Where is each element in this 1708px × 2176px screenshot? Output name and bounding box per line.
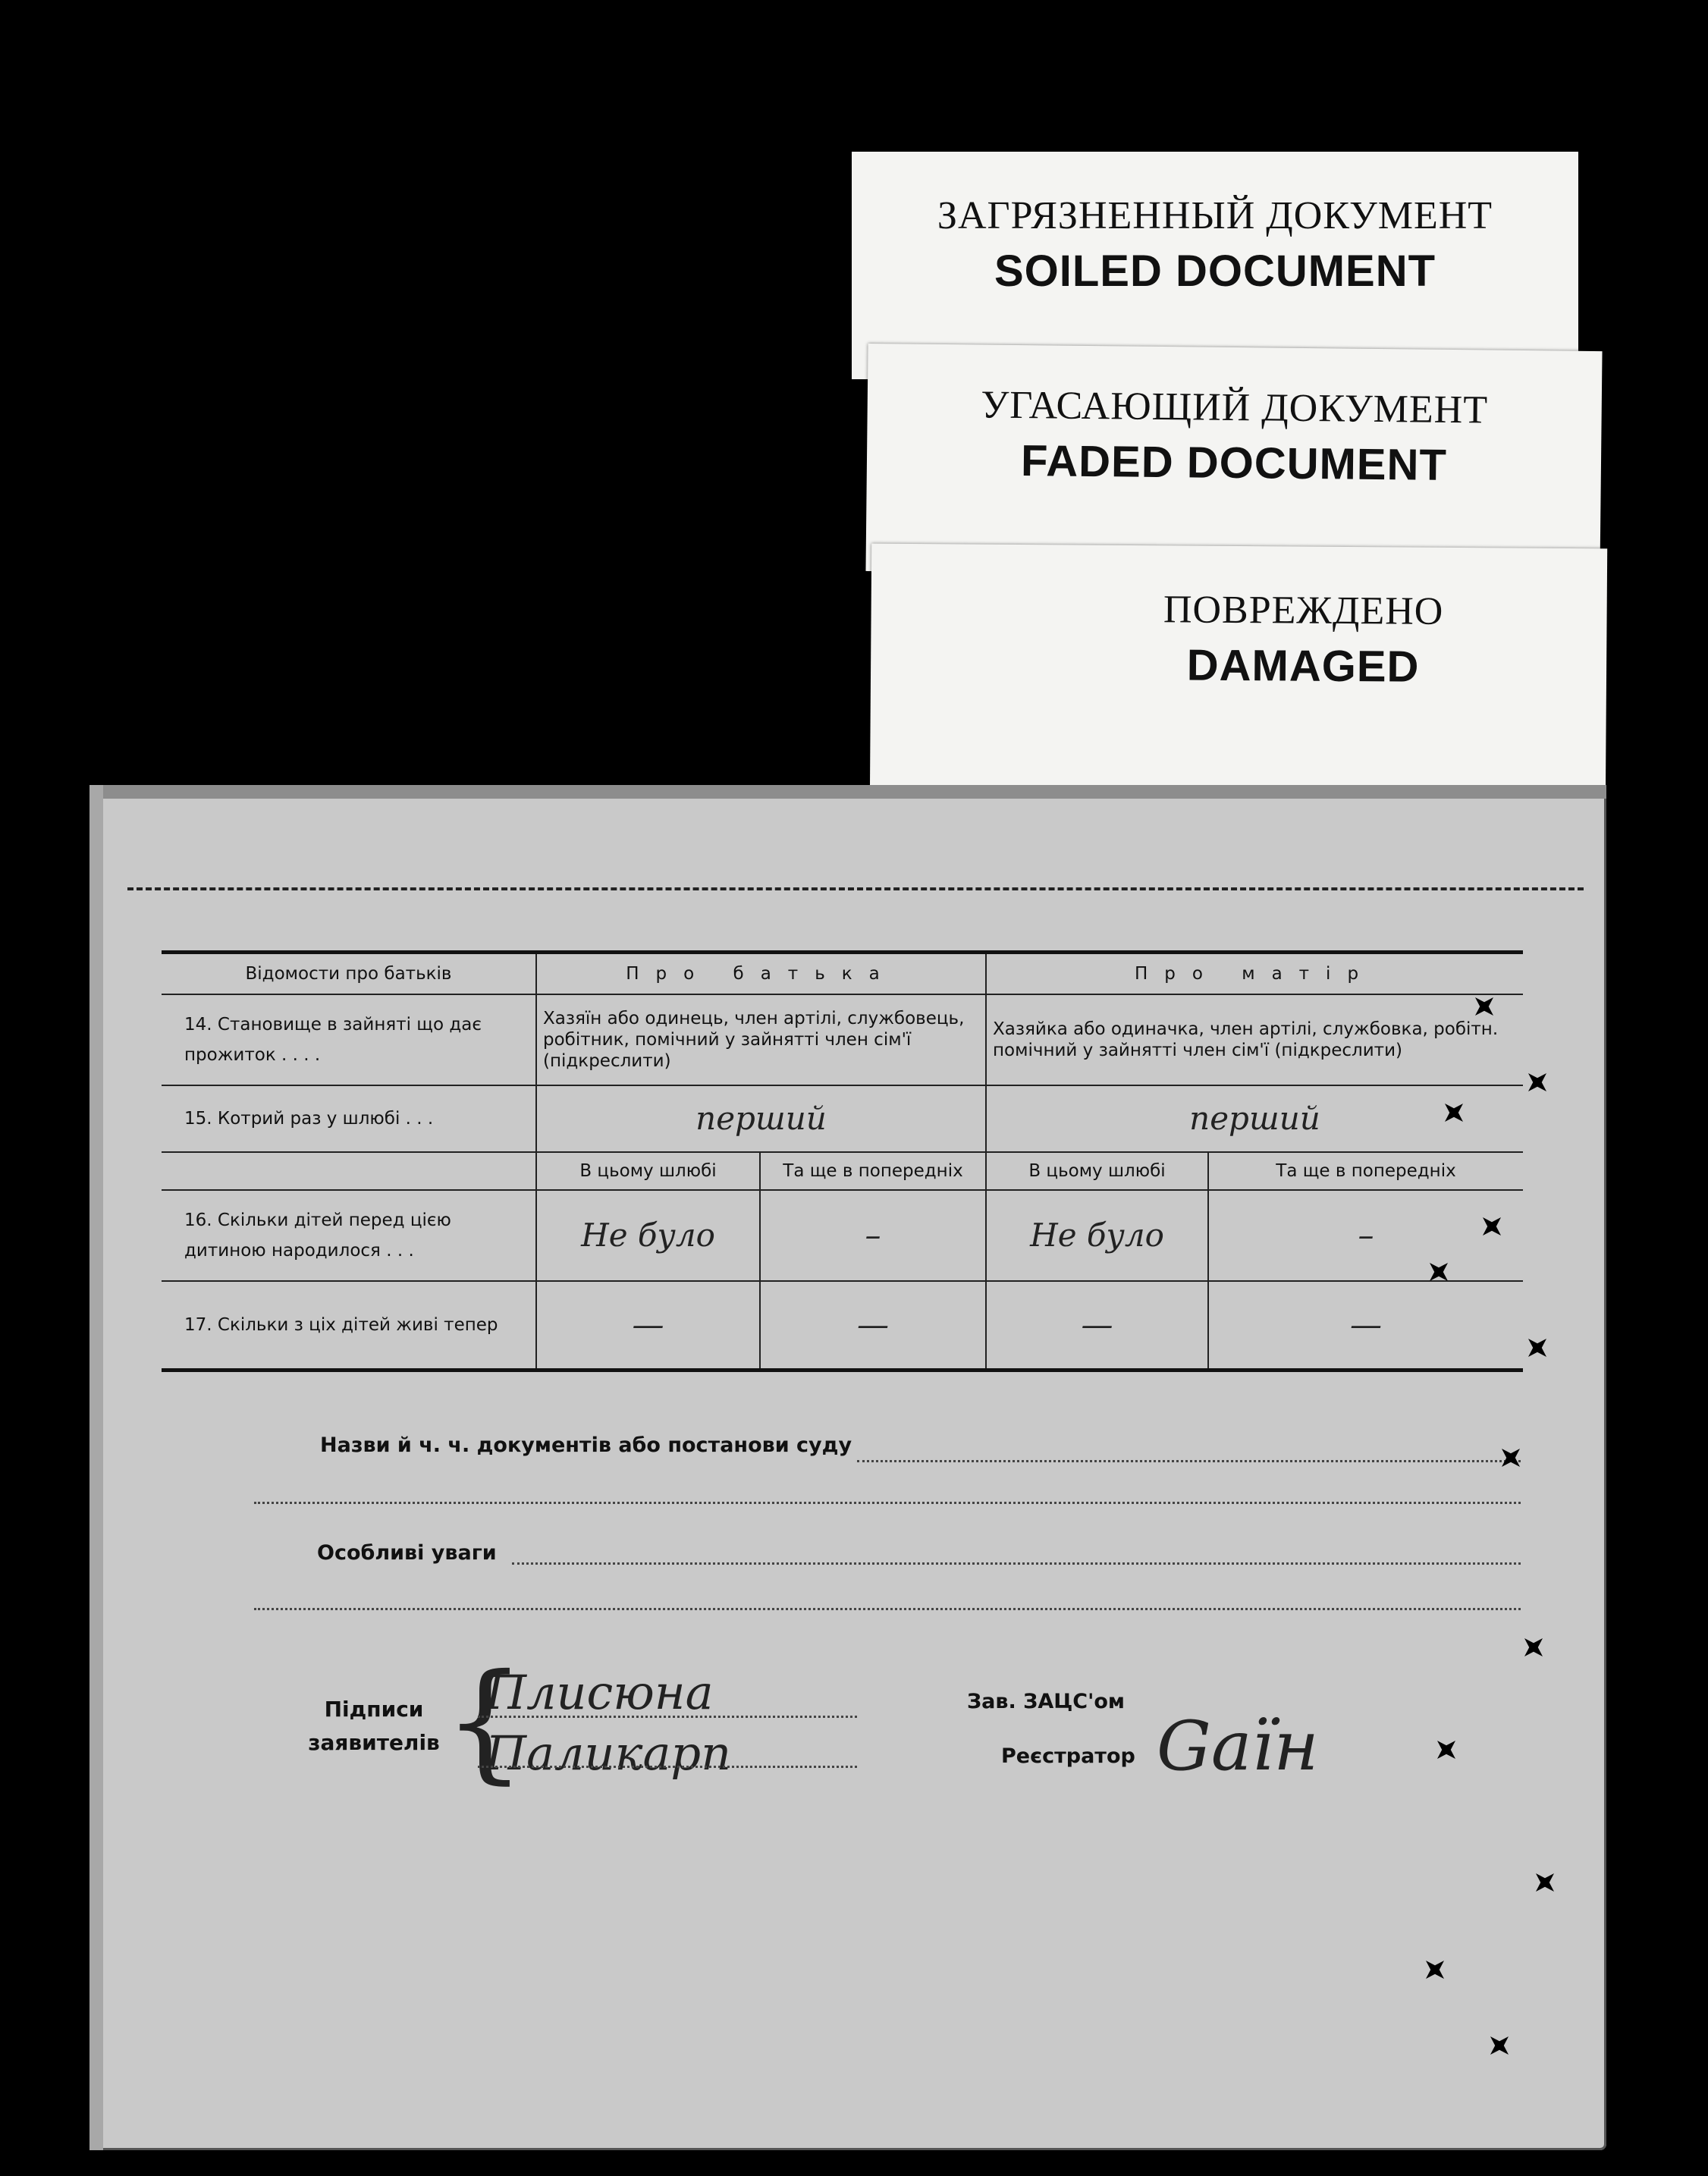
applicant-line-2 [478,1766,857,1768]
registrar-label: Реєстратор [1001,1744,1135,1768]
question-14: 14. Становище в зайняті що дає прожиток . . . . [184,1014,482,1065]
applicant-signature-2: Паликарп [485,1725,732,1781]
mother-occupation-options: Хазяйка або одиначка, член артілі, службовка, робітн. помічний у зайнятті член сім'ї (підкреслити) [986,994,1523,1085]
table-header-row [162,953,1523,994]
mother-children-this: Не було [986,1190,1208,1281]
parents-info-table [162,950,1523,1372]
header-about-mother: Про матір [986,953,1523,994]
soiled-label-ru: ЗАГРЯЗНЕННЫЙ ДОКУМЕНТ [937,194,1493,237]
subheader-mother-previous: Та ще в попередніх [1208,1152,1523,1190]
notes-dotted-line-2 [254,1608,1521,1610]
registrar-signature: Gaїн [1157,1707,1319,1786]
head-of-registry-label: Зав. ЗАЦС'ом [967,1690,1125,1713]
documents-dotted-line-1 [857,1460,1521,1462]
row-15-marriage-count [162,1085,1523,1152]
father-marriage-answer: перший [536,1085,986,1152]
faded-document-card [865,344,1602,579]
question-17: 17. Скільки з ціх дітей живі тепер [184,1314,498,1335]
sheet-left-edge [89,785,103,2150]
faded-label-en: FADED DOCUMENT [1020,436,1448,490]
father-alive-prev: — [760,1281,986,1371]
applicants-signatures-label: Підписи заявителів [308,1697,440,1755]
mother-children-prev: – [1208,1190,1523,1281]
soiled-label-en: SOILED DOCUMENT [994,246,1436,296]
row-17-children-alive [162,1281,1523,1371]
children-subheader-row [162,1152,1523,1190]
sheet-top-edge [89,785,1606,799]
signature-brace: { [444,1647,526,1797]
documents-dotted-line-2 [254,1502,1521,1504]
father-children-this: Не було [536,1190,760,1281]
documents-field-label: Назви й ч. ч. документів або постанови суду [320,1433,852,1457]
applicant-signature-1: Плисюна [485,1665,714,1720]
mother-marriage-answer: перший [986,1085,1523,1152]
subheader-mother-this-marriage: В цьому шлюбі [986,1152,1208,1190]
subheader-father-this-marriage: В цьому шлюбі [536,1152,760,1190]
damaged-label-ru: ПОВРЕЖДЕНО [1163,588,1444,633]
faded-label-ru: УГАСАЮЩИЙ ДОКУМЕНТ [981,383,1489,432]
header-about-father: Про батька [536,953,986,994]
row-16-children-born [162,1190,1523,1281]
father-children-prev: – [760,1190,986,1281]
mother-alive-this: — [986,1281,1208,1371]
father-occupation-options: Хазяїн або одинець, член артілі, службовець, робітник, помічний у зайнятті член сім'ї (підкреслити) [536,994,986,1085]
mother-alive-prev: — [1208,1281,1523,1371]
question-16: 16. Скільки дітей перед цією дитиною народилося . . . [184,1210,451,1261]
question-15: 15. Котрий раз у шлюбі . . . [184,1108,434,1129]
damaged-document-card [870,544,1607,815]
father-alive-this: — [536,1281,760,1371]
notes-field-label: Особливі уваги [317,1541,497,1565]
notes-dotted-line-1 [512,1562,1521,1565]
subheader-empty [162,1152,536,1190]
damaged-label-en: DAMAGED [1186,640,1420,692]
applicant-line-1 [478,1716,857,1718]
tear-off-dashed-line [127,887,1584,890]
subheader-father-previous: Та ще в попередніх [760,1152,986,1190]
row-14-occupation [162,994,1523,1085]
header-parents-info: Відомости про батьків [245,963,452,984]
